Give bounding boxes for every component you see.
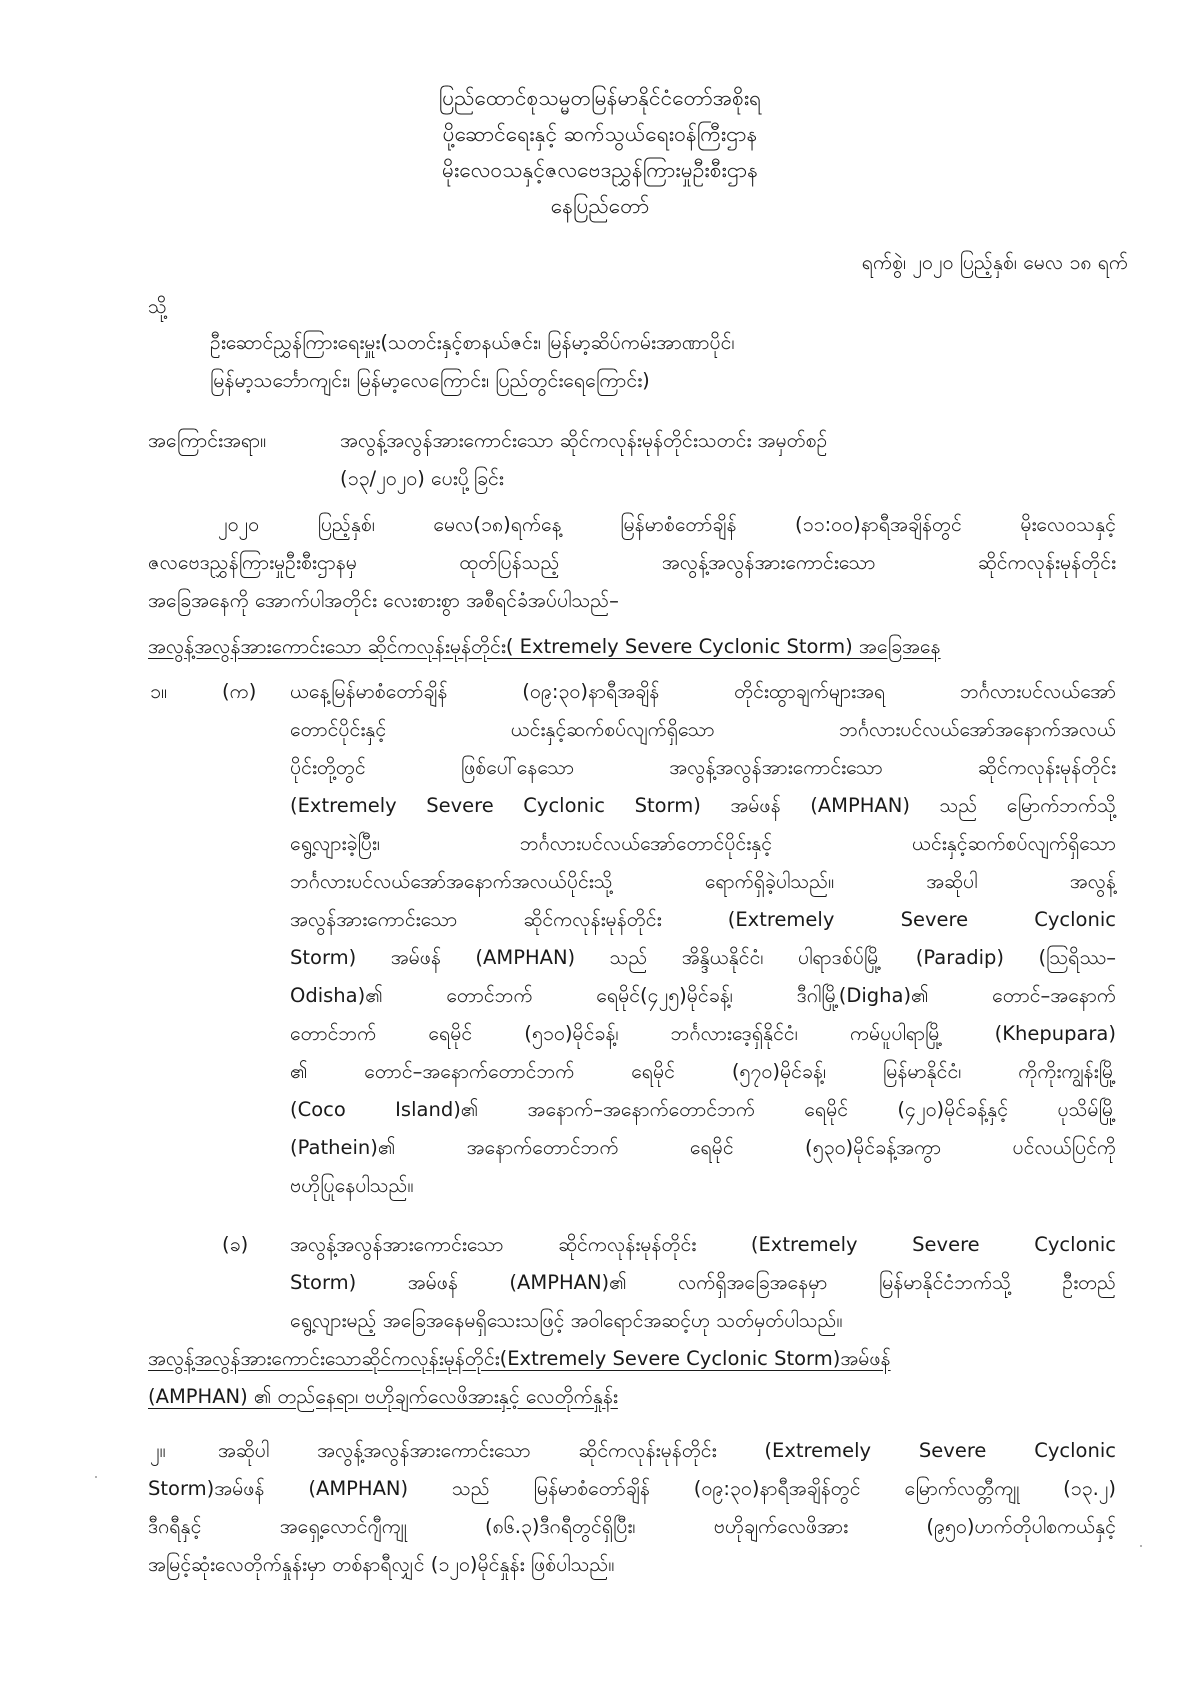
item-ka-line: (Coco Island)၏ အနောက်–အနောက်တောင်ဘက် ရေမိုင် (၄၂၀)မိုင်ခန့်နှင့် ပုသိမ်မြို့ <box>290 1098 1116 1121</box>
item-ka-label: (က) <box>222 680 257 703</box>
section-2-line: Storm)အမ်ဖန် (AMPHAN) သည် မြန်မာစံတော်ချိန် (၀၉:၃၀)နာရီအချိန်တွင် မြောက်လတ္တီကျု (၁၃.၂) <box>148 1477 1116 1500</box>
item-ka-line: Odisha)၏ တောင်ဘက် ရေမိုင်(၄၂၅)မိုင်ခန့်၊ ဒီဂါမြို့(Digha)၏ တောင်–အနောက် <box>290 984 1116 1007</box>
subject-text <box>340 422 1120 498</box>
item-ka-line: ယနေ့မြန်မာစံတော်ချိန် (၀၉:၃၀)နာရီအချိန် တိုင်းထွာချက်များအရ ဘင်္ဂလားပင်လယ်အော် <box>290 680 1116 703</box>
heading-2-line-1: အလွန့်အလွန်အားကောင်းသောဆိုင်ကလုန်းမုန်တိုင်း(Extremely Severe Cyclonic Storm)အမ်ဖန် <box>148 1347 891 1370</box>
addressee-line-1: ဦးဆောင်ညွှန်ကြားရေးမှူး(သတင်းနှင့်စာနယ်ဇင်း၊ မြန်မာ့ဆိပ်ကမ်းအာဏာပိုင်၊ <box>210 331 735 354</box>
section-2-paragraph <box>148 1432 1116 1584</box>
scan-speck <box>95 1476 97 1478</box>
subject-line-2: (၁၃/၂၀၂၀) ပေးပို့ခြင်း <box>340 467 504 490</box>
item-ka-line: တောင်ဘက် ရေမိုင် (၅၁၀)မိုင်ခန့်၊ ဘင်္ဂလားဒေ့ရှ်နိုင်ငံ၊ ကမ်ပူပါရာမြို့ (Khepupara) <box>290 1022 1116 1045</box>
item-ka-line: (Extremely Severe Cyclonic Storm) အမ်ဖန် (AMPHAN) သည် မြောက်ဘက်သို့ <box>290 794 1116 817</box>
section-1-number: ၁။ <box>150 680 167 703</box>
intro-line-3: အခြေအနေကို အောက်ပါအတိုင်း လေးစားစွာ အစီရင်ခံအပ်ပါသည်– <box>148 589 619 612</box>
addressee-line-2: မြန်မာ့သင်္ဘောကျင်း၊ မြန်မာ့လေကြောင်း၊ ပြည်တွင်းရေကြောင်း) <box>210 369 650 392</box>
document-date: ရက်စွဲ၊ ၂၀၂၀ ပြည့်နှစ်၊ မေလ ၁၈ ရက် <box>861 251 1128 274</box>
section-heading-position <box>148 1340 1128 1416</box>
section-2-line: အဆိုပါ အလွန့်အလွန်အားကောင်းသော ဆိုင်ကလုန်းမုန်တိုင်း (Extremely Severe Cyclonic <box>218 1439 1116 1462</box>
letterhead <box>300 80 900 224</box>
government-title: ပြည်ထောင်စုသမ္မတမြန်မာနိုင်ငံတော်အစိုးရ <box>438 86 762 110</box>
item-ka-line: ပိုင်းတို့တွင် ဖြစ်ပေါ်နေသော အလွန့်အလွန်အားကောင်းသော ဆိုင်ကလုန်းမုန်တိုင်း <box>290 756 1116 779</box>
to-label: သို့ <box>148 295 167 318</box>
scan-speck <box>1140 1545 1142 1547</box>
item-ka-line: တောင်ပိုင်းနှင့် ယင်းနှင့်ဆက်စပ်လျက်ရှိသော ဘင်္ဂလားပင်လယ်အော်အနောက်အလယ် <box>290 718 1116 741</box>
heading-2-line-2: (AMPHAN) ၏ တည်နေရာ၊ ဗဟိုချက်လေဖိအားနှင့် လေတိုက်နှုန်း <box>148 1385 618 1408</box>
item-ka-line: ဗဟိုပြုနေပါသည်။ <box>290 1174 414 1197</box>
ministry-title: ပို့ဆောင်ရေးနှင့် ဆက်သွယ်ရေးဝန်ကြီးဌာန <box>442 122 758 146</box>
item-ka-line: (Pathein)၏ အနောက်တောင်ဘက် ရေမိုင် (၅၃၀)မိုင်ခန့်အကွာ ပင်လယ်ပြင်ကို <box>290 1136 1116 1159</box>
section-2-line: အမြင့်ဆုံးလေတိုက်နှုန်းမှာ တစ်နာရီလျှင် (၁၂၀)မိုင်နှုန်း ဖြစ်ပါသည်။ <box>148 1553 615 1576</box>
item-kha-line: Storm) အမ်ဖန် (AMPHAN)၏ လက်ရှိအခြေအနေမှာ မြန်မာနိုင်ငံဘက်သို့ ဦးတည် <box>290 1271 1116 1294</box>
section-2-line: ဒီဂရီနှင့် အရှေ့လောင်ဂျီကျု (၈၆.၃)ဒီဂရီတွင်ရှိပြီး၊ ဗဟိုချက်လေဖိအား (၉၅၀)ဟက်တိုပါစကယ်နှင့် <box>148 1515 1116 1538</box>
item-kha-line: အလွန့်အလွန်အားကောင်းသော ဆိုင်ကလုန်းမုန်တိုင်း (Extremely Severe Cyclonic <box>290 1233 1116 1256</box>
item-kha-line: ရွေ့လျားမည့် အခြေအနေမရှိသေးသဖြင့် အဝါရောင်အဆင့်ဟု သတ်မှတ်ပါသည်။ <box>290 1309 843 1332</box>
subject-line-1: အလွန့်အလွန်အားကောင်းသော ဆိုင်ကလုန်းမုန်တိုင်းသတင်း အမှတ်စဉ် <box>340 429 828 452</box>
item-ka-line: ၏ တောင်–အနောက်တောင်ဘက် ရေမိုင် (၅၇၀)မိုင်ခန့်၊ မြန်မာနိုင်ငံ၊ ကိုကိုးကျွန်းမြို့ <box>290 1060 1116 1083</box>
department-title: မိုးလေဝသနှင့်ဇလဗေဒညွှန်ကြားမှုဦးစီးဌာန <box>441 158 759 182</box>
item-kha-paragraph <box>290 1226 1116 1340</box>
item-ka-line: ဘင်္ဂလားပင်လယ်အော်အနောက်အလယ်ပိုင်းသို့ ရောက်ရှိခဲ့ပါသည်။ အဆိုပါ အလွန့် <box>290 870 1116 893</box>
addressee <box>210 324 1110 400</box>
section-2-number: ၂။ <box>150 1439 166 1462</box>
city-name: နေပြည်တော် <box>550 194 650 218</box>
intro-line-1: ၂၀၂၀ ပြည့်နှစ်၊ မေလ(၁၈)ရက်နေ့ မြန်မာစံတော်ချိန် (၁၁:၀၀)နာရီအချိန်တွင် မိုးလေဝသနှင့် <box>218 513 1116 536</box>
intro-paragraph <box>148 506 1116 620</box>
subject-label: အကြောင်းအရာ။ <box>148 429 267 452</box>
item-ka-line: Storm) အမ်ဖန် (AMPHAN) သည် အိန္ဒိယနိုင်ငံ၊ ပါရာဒစ်ပ်မြို့ (Paradip) (ဩရိဿ– <box>290 946 1116 969</box>
item-ka-paragraph <box>290 673 1116 1205</box>
section-heading-status: အလွန့်အလွန်အားကောင်းသော ဆိုင်ကလုန်းမုန်တိုင်း( Extremely Severe Cyclonic Storm) အခြေအနေ <box>148 635 941 658</box>
item-kha-label: (ခ) <box>222 1233 249 1256</box>
item-ka-line: ရွေ့လျားခဲ့ပြီး၊ ဘင်္ဂလားပင်လယ်အော်တောင်ပိုင်းနှင့် ယင်းနှင့်ဆက်စပ်လျက်ရှိသော <box>290 832 1116 855</box>
intro-line-2: ဇလဗေဒညွှန်ကြားမှုဦးစီးဌာနမှ ထုတ်ပြန်သည့် အလွန့်အလွန်အားကောင်းသော ဆိုင်ကလုန်းမုန်တိုင်း <box>148 551 1116 574</box>
item-ka-line: အလွန်အားကောင်းသော ဆိုင်ကလုန်းမုန်တိုင်း (Extremely Severe Cyclonic <box>290 908 1116 931</box>
